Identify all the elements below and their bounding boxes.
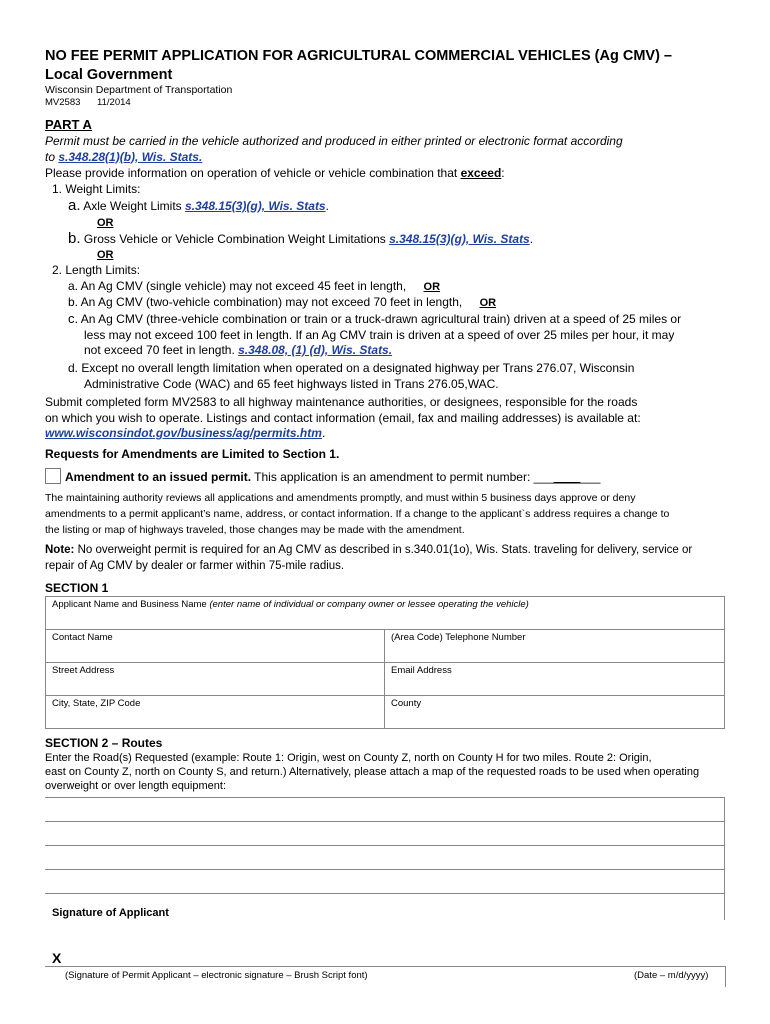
length-d-line1: Except no overall length limitation when operated on a designated highway per Trans 276.07, Wisconsin (81, 361, 635, 375)
email-label: Email Address (391, 665, 452, 676)
applicant-label: Applicant Name and Business Name (52, 599, 210, 610)
amendments-heading: Requests for Amendments are Limited to Section 1. (45, 447, 340, 461)
routes-line-field-1[interactable] (45, 797, 725, 798)
submit-line1: Submit completed form MV2583 to all highway maintenance authorities, or designees, responsible for the roads (45, 395, 638, 409)
section2-heading: SECTION 2 – Routes (45, 736, 163, 750)
section1-heading: SECTION 1 (45, 581, 109, 595)
length-item-b (68, 295, 496, 312)
form-number: MV2583 (45, 97, 81, 108)
provide-exceed: exceed (460, 166, 502, 180)
city-label: City, State, ZIP Code (52, 698, 141, 709)
stats-link-348-08[interactable]: s.348.08, (1) (d), Wis. Stats. (238, 343, 393, 357)
signature-x-mark: X (52, 950, 62, 966)
telephone-label: (Area Code) Telephone Number (391, 632, 526, 643)
county-field[interactable] (385, 696, 725, 729)
routes-instructions (45, 751, 699, 793)
form-title-line2: Local Government (45, 67, 173, 83)
street-label: Street Address (52, 665, 115, 676)
telephone-field[interactable] (385, 630, 725, 663)
agency-name: Wisconsin Department of Transportation (45, 84, 233, 96)
length-limits-title: 2. Length Limits: (52, 263, 141, 277)
or-label-length-a: OR (423, 281, 441, 293)
weight-limits-title: 1. Weight Limits: (52, 182, 141, 196)
length-c-line3: not exceed 70 feet in length. (84, 343, 239, 357)
length-item-a (68, 279, 440, 296)
note-line1: No overweight permit is required for an Ag CMV as described in s.340.01(1o), Wis. Stats. traveling for delivery, service or (74, 544, 693, 556)
amendment-label-text: This application is an amendment to permit number: ___ (251, 470, 554, 484)
amendment-checkbox[interactable] (45, 468, 61, 484)
part-a-heading: PART A (45, 117, 92, 132)
applicant-name-field[interactable] (46, 597, 725, 630)
length-b-text: b. An Ag CMV (two-vehicle combination) may not exceed 70 feet in length, (68, 295, 463, 309)
weight-item-a (68, 198, 329, 215)
length-a-text: a. An Ag CMV (single vehicle) may not exceed 45 feet in length, (68, 279, 407, 293)
form-title (45, 47, 672, 85)
amendment-label-bold: Amendment to an issued permit. (65, 470, 252, 484)
stats-link-348-15-a[interactable]: s.348.15(3)(g), Wis. Stats (185, 199, 326, 213)
form-title-line1: NO FEE PERMIT APPLICATION FOR AGRICULTURAL COMMERCIAL VEHICLES (Ag CMV) – (45, 48, 672, 64)
routes-line2: east on County Z, north on County S, and return.) Alternatively, please attach a map of the requested roads to be used when operating (45, 766, 700, 778)
county-label: County (391, 698, 422, 709)
length-d-letter: d. (68, 361, 79, 375)
review-line2: amendments to a permit applicant’s name, address, or contact information. If a change to the applicant`s address requires a change to (45, 508, 670, 520)
weight-item-b (68, 231, 533, 248)
date-caption: (Date – m/d/yyyy) (634, 970, 709, 981)
submit-end: . (321, 426, 326, 440)
routes-line-field-4[interactable] (45, 869, 725, 870)
wisconsindot-link[interactable]: www.wisconsindot.gov/business/ag/permits.htm (45, 426, 322, 440)
length-c-line2: less may not exceed 100 feet in length. If an Ag CMV train is driven at a speed of over 25 miles per hour, it may (84, 327, 675, 342)
stats-link-348-28[interactable]: s.348.28(1)(b), Wis. Stats. (58, 149, 203, 164)
submit-line2: on which you wish to operate. Listings and contact information (email, fax and mailing addresses) is available at: (45, 410, 641, 425)
review-text (45, 490, 669, 538)
routes-line1: Enter the Road(s) Requested (example: Route 1: Origin, west on County Z, north on County H for two miles. Route 2: Origin, (45, 752, 652, 764)
weight-b-text: Gross Vehicle or Vehicle Combination Weight Limitations (83, 232, 390, 246)
length-item-c (68, 311, 681, 359)
routes-line-field-2[interactable] (45, 821, 725, 822)
intro-line1: Permit must be carried in the vehicle authorized and produced in either printed or electronic format according (45, 134, 623, 148)
note-line2: repair of Ag CMV by dealer or farmer within 75-mile radius. (45, 559, 345, 572)
provide-info (45, 166, 505, 182)
review-line3: the listing or map of highways traveled, those changes may be made with the amendment. (45, 524, 465, 536)
or-label-length-b: OR (479, 297, 497, 309)
routes-line-field-3[interactable] (45, 845, 725, 846)
contact-name-field[interactable] (46, 630, 385, 663)
form-id (45, 97, 131, 108)
or-label-weight-b: OR (97, 249, 114, 261)
or-label-weight: OR (97, 217, 114, 229)
length-c-line1: An Ag CMV (three-vehicle combination or train or a truck-drawn agricultural train) driven at a speed of 25 miles or (80, 312, 682, 326)
email-field[interactable] (385, 663, 725, 696)
length-d-line2: Administrative Code (WAC) and 65 feet highways listed in Trans 276.05,WAC. (84, 376, 499, 391)
amendment-label-tail: ___ (580, 470, 601, 484)
weight-b-letter: b. (68, 230, 81, 247)
weight-b-end: . (529, 232, 534, 246)
weight-a-text: Axle Weight Limits (83, 199, 185, 213)
city-state-zip-field[interactable] (46, 696, 385, 729)
note-text (45, 543, 692, 574)
note-bold: Note: (45, 544, 75, 556)
length-item-d (68, 361, 634, 392)
weight-a-letter: a. (68, 197, 81, 214)
stats-link-348-15-b[interactable]: s.348.15(3)(g), Wis. Stats (389, 232, 530, 246)
section1-table (45, 596, 725, 729)
part-a-intro (45, 134, 623, 165)
routes-line-field-5[interactable] (45, 893, 725, 894)
length-c-letter: c. (68, 311, 79, 326)
applicant-hint: (enter name of individual or company owner or lessee operating the vehicle) (209, 599, 529, 610)
amendment-label (65, 470, 600, 486)
permit-number-field[interactable]: ____ (553, 470, 581, 484)
routes-line3: overweight or over length equipment: (45, 780, 226, 792)
provide-suffix: : (501, 166, 505, 180)
intro-to: to (45, 149, 59, 164)
routes-right-border (724, 797, 725, 920)
signature-caption: (Signature of Permit Applicant – electronic signature – Brush Script font) (65, 970, 368, 981)
review-line1: The maintaining authority reviews all applications and amendments promptly, and must within 5 business days approve or deny (45, 492, 636, 504)
weight-a-end: . (325, 199, 329, 213)
contact-label: Contact Name (52, 632, 113, 643)
form-date: 11/2014 (97, 97, 131, 108)
signature-label: Signature of Applicant (52, 907, 169, 919)
street-address-field[interactable] (46, 663, 385, 696)
submit-instructions (45, 395, 641, 442)
provide-prefix: Please provide information on operation of vehicle or vehicle combination that (45, 166, 461, 180)
